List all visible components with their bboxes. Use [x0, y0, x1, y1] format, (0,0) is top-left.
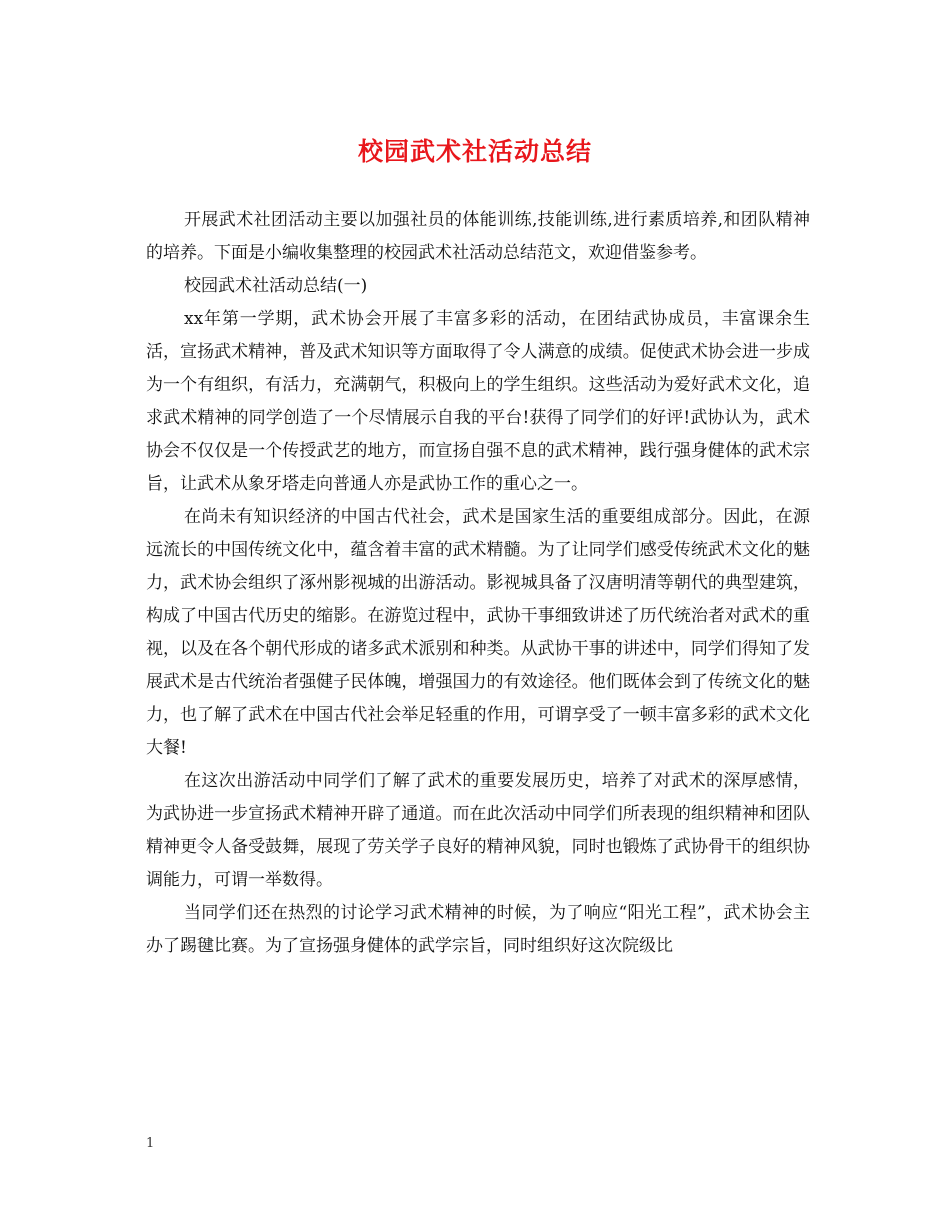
body-paragraph: 在这次出游活动中同学们了解了武术的重要发展历史，培养了对武术的深厚感情，为武协进一步宣扬武术精神开辟了通道。而在此次活动中同学们所表现的组织精神和团队精神更令人备受鼓舞，展现了劳关学子良好的精神风貌，同时也锻炼了武协骨干的组织协调能力，可谓一举数得。 — [146, 771, 810, 890]
intro-paragraph: 开展武术社团活动主要以加强社员的体能训练,技能训练,进行素质培养,和团队精神的培养。下面是小编收集整理的校园武术社活动总结范文，欢迎借鉴参考。 — [146, 210, 810, 263]
body-paragraph: 当同学们还在热烈的讨论学习武术精神的时候，为了响应“阳光工程”，武术协会主办了踢毽比赛。为了宣扬强身健体的武学宗旨，同时组织好这次院级比 — [146, 903, 810, 956]
body-paragraph: xx年第一学期，武术协会开展了丰富多彩的活动，在团结武协成员，丰富课余生活，宣扬武术精神，普及武术知识等方面取得了令人满意的成绩。促使武术协会进一步成为一个有组织，有活力，充满朝气，积极向上的学生组织。这些活动为爱好武术文化，追求武术精神的同学创造了一个尽情展示自我的平台!获得了同学们的好评!武协认为，武术协会不仅仅是一个传授武艺的地方，而宣扬自强不息的武术精神，践行强身健体的武术宗旨，让武术从象牙塔走向普通人亦是武协工作的重心之一。 — [146, 309, 810, 494]
body-paragraph: 在尚未有知识经济的中国古代社会，武术是国家生活的重要组成部分。因此，在源远流长的中国传统文化中，蕴含着丰富的武术精髓。为了让同学们感受传统武术文化的魅力，武术协会组织了涿州影视城的出游活动。影视城具备了汉唐明清等朝代的典型建筑，构成了中国古代历史的缩影。在游览过程中，武协干事细致讲述了历代统治者对武术的重视，以及在各个朝代形成的诸多武术派别和种类。从武协干事的讲述中，同学们得知了发展武术是古代统治者强健子民体魄，增强国力的有效途径。他们既体会到了传统文化的魅力，也了解了武术在中国古代社会举足轻重的作用，可谓享受了一顿丰富多彩的武术文化大餐! — [146, 507, 810, 758]
page-number: 1 — [146, 1136, 155, 1151]
document-body — [146, 204, 810, 963]
section-heading: 校园武术社活动总结(一) — [184, 276, 368, 296]
document-title: 校园武术社活动总结 — [357, 137, 592, 166]
